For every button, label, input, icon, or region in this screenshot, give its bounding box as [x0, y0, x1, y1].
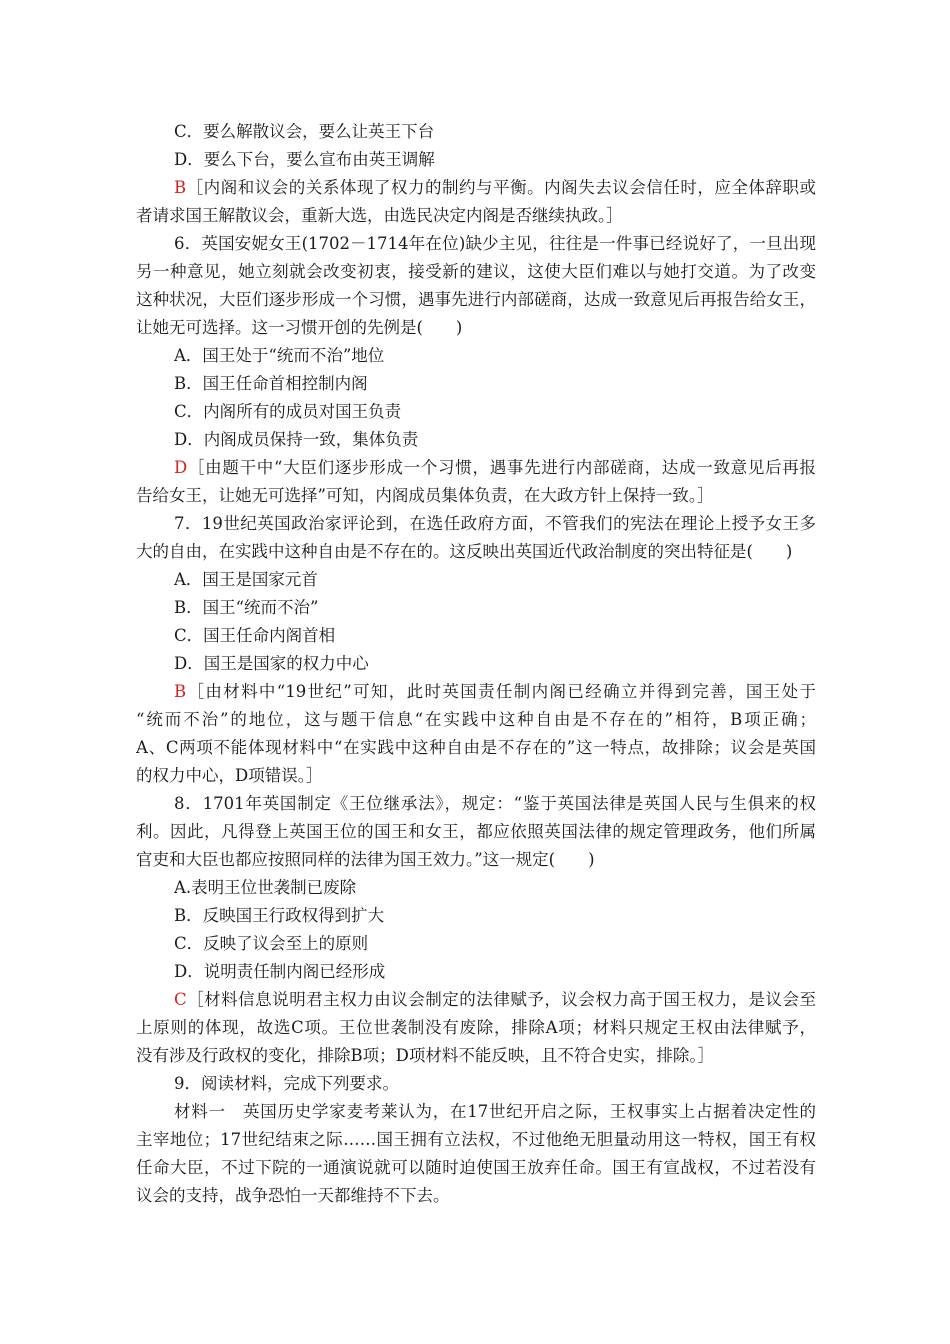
- question-6-stem: 6．英国安妮女王(1702－1714年在位)缺少主见，往往是一件事已经说好了，一旦出现: [174, 234, 816, 253]
- material-one: 主宰地位；17世纪结束之际……国王拥有立法权，不过他绝无胆量动用这一特权，国王有权: [136, 1130, 816, 1149]
- question-7-stem: 7．19世纪英国政治家评论到，在选任政府方面，不管我们的宪法在理论上授予女王多: [174, 514, 816, 533]
- answer-explanation: 告给女王，让她无可选择”可知，内阁成员集体负责，在大政方针上保持一致。］: [136, 486, 714, 505]
- question-7-stem: 大的自由，在实践中这种自由是不存在的。这反映出英国近代政治制度的突出特征是( ): [136, 542, 793, 561]
- option-c: C．内阁所有的成员对国王负责: [174, 402, 402, 421]
- material-one: 议会的支持，战争恐怕一天都维持不下去。: [136, 1186, 450, 1205]
- option-d: D．要么下台，要么宣布由英王调解: [174, 150, 435, 169]
- option-d: D．内阁成员保持一致，集体负责: [174, 430, 419, 449]
- option-c: C．反映了议会至上的原则: [174, 934, 369, 953]
- question-9-stem: 9．阅读材料，完成下列要求。: [174, 1074, 399, 1093]
- question-6-stem: 这种状况，大臣们逐步形成一个习惯，遇事先进行内部磋商，达成一致意见后再报告给女王，: [136, 290, 816, 309]
- answer-explanation: B［由材料中“19世纪”可知，此时英国责任制内阁已经确立并得到完善，国王处于: [174, 682, 816, 701]
- option-c: C．国王任命内阁首相: [174, 626, 336, 645]
- option-d: D．国王是国家的权力中心: [174, 654, 369, 673]
- question-8-stem: 利。因此，凡得登上英国王位的国王和女王，都应依照英国法律的规定管理政务，他们所属: [136, 822, 816, 841]
- option-c: C．要么解散议会，要么让英王下台: [174, 122, 435, 141]
- answer-explanation: 者请求国王解散议会，重新大选，由选民决定内阁是否继续执政。］: [136, 206, 623, 225]
- answer-explanation: A、C两项不能体现材料中“在实践中这种自由是不存在的”这一特点，故排除；议会是英国: [136, 738, 816, 757]
- material-one: 任命大臣，不过下院的一通演说就可以随时迫使国王放弃任命。国王有宣战权，不过若没有: [136, 1158, 816, 1177]
- answer-explanation: C［材料信息说明君主权力由议会制定的法律赋予，议会权力高于国王权力，是议会至: [174, 990, 816, 1009]
- material-one: 材料一 英国历史学家麦考莱认为，在17世纪开启之际，王权事实上占据着决定性的: [174, 1102, 816, 1121]
- question-6-stem: 另一种意见，她立刻就会改变初衷，接受新的建议，这使大臣们难以与她打交道。为了改变: [136, 262, 816, 281]
- question-8-stem: 官吏和大臣也都应按照同样的法律为国王效力。”这一规定( ): [136, 850, 595, 869]
- answer-explanation: D［由题干中“大臣们逐步形成一个习惯，遇事先进行内部磋商，达成一致意见后再报: [174, 458, 816, 477]
- option-d: D．说明责任制内阁已经形成: [174, 962, 386, 981]
- answer-letter: D: [174, 458, 188, 477]
- answer-letter: B: [174, 682, 187, 701]
- answer-explanation: 的权力中心，D项错误。］: [136, 766, 323, 785]
- option-a: A．国王处于“统而不治”地位: [174, 346, 385, 365]
- option-a: A.表明王位世袭制已废除: [174, 878, 357, 897]
- option-b: B．国王任命首相控制内阁: [174, 374, 368, 393]
- answer-letter: B: [174, 178, 187, 197]
- question-8-stem: 8．1701年英国制定《王位继承法》，规定：“鉴于英国法律是英国人民与生俱来的权: [174, 794, 816, 813]
- option-a: A．国王是国家元首: [174, 570, 318, 589]
- answer-explanation: 没有涉及行政权的变化，排除B项；D项材料不能反映，且不符合史实，排除。］: [136, 1046, 715, 1065]
- answer-letter: C: [174, 990, 187, 1009]
- answer-explanation: “统而不治”的地位，这与题干信息“在实践中这种自由是不存在的”相符，B项正确；: [136, 710, 816, 729]
- option-b: B．反映国王行政权得到扩大: [174, 906, 385, 925]
- answer-explanation: 上原则的体现，故选C项。王位世袭制没有废除，排除A项；材料只规定王权由法律赋予，: [136, 1018, 816, 1037]
- answer-explanation: B［内阁和议会的关系体现了权力的制约与平衡。内阁失去议会信任时，应全体辞职或: [174, 178, 816, 197]
- option-b: B．国王“统而不治”: [174, 598, 319, 617]
- question-6-stem: 让她无可选择。这一习惯开创的先例是( ): [136, 318, 463, 337]
